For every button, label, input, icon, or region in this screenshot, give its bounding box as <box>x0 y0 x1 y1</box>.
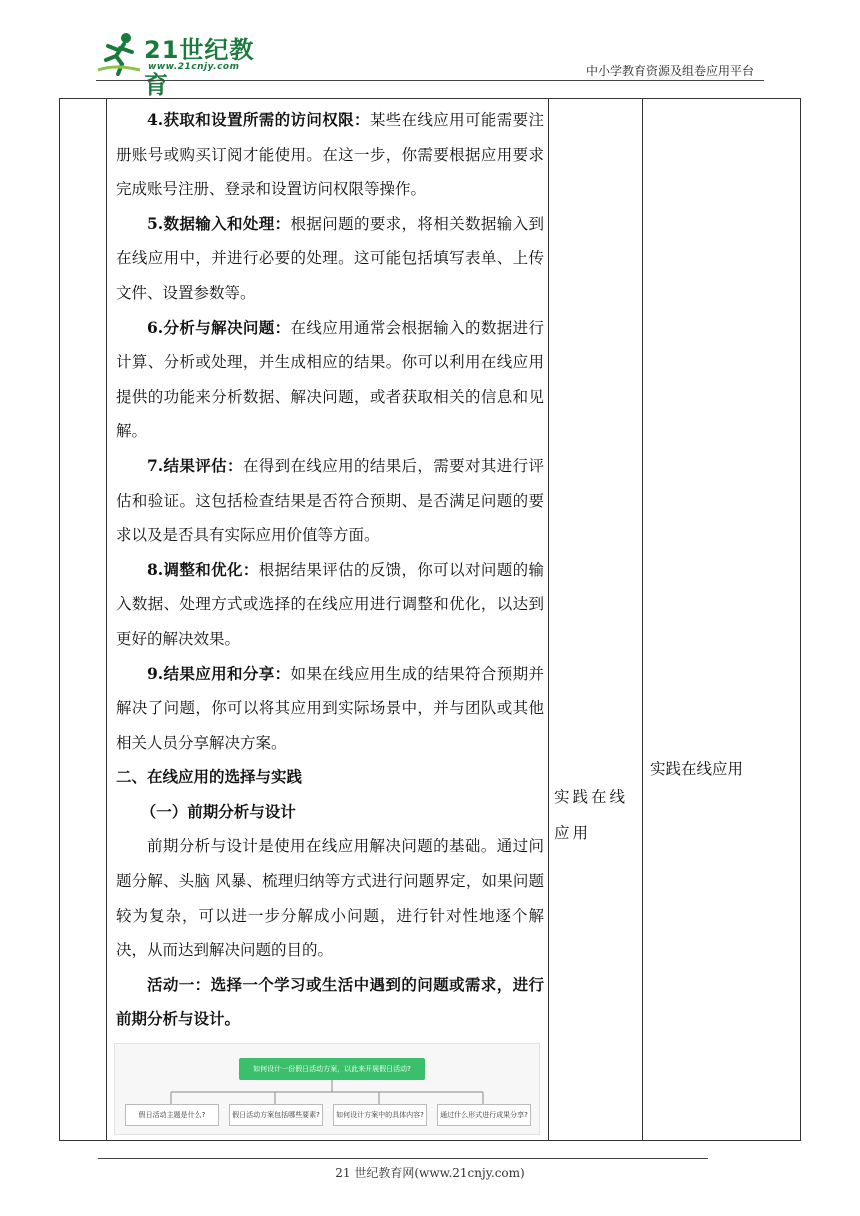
step-paragraph-6 <box>116 311 544 449</box>
step-title: 6.分析与解决问题： <box>147 317 291 337</box>
step-body: 某些在线应用可能需要注册账号或购买订阅才能使用。在这一步，你需要根据应用要求完成账号注册、登录和设置访问权限等操作。 <box>116 111 544 199</box>
section-heading: 二、在线应用的选择与实践 <box>116 767 303 787</box>
step-title: 9.结果应用和分享： <box>147 663 291 683</box>
footer-divider <box>98 1158 708 1159</box>
lesson-table <box>59 98 801 1141</box>
activity-paragraph: 活动一：选择一个学习或生活中遇到的问题或需求，进行前期分析与设计。 <box>116 974 544 1029</box>
holiday-activity-diagram <box>114 1043 540 1135</box>
diagram-root-node: 如何设计一份假日活动方案，以此来开展假日活动? <box>239 1058 425 1080</box>
step-title: 5.数据输入和处理： <box>147 213 291 233</box>
runner-logo-icon <box>96 30 142 76</box>
step-body: 在线应用通常会根据输入的数据进行计算、分析或处理，并生成相应的结果。你可以利用在线应用提供的功能来分析数据、解决问题，或者获取相关的信息和见解。 <box>116 318 544 441</box>
goal-cell-text: 实践在线应用 <box>650 760 744 778</box>
analysis-paragraph: 前期分析与设计是使用在线应用解决问题的基础。通过问题分解、头脑 风暴、梳理归纳等方式进行问题界定，如果问题较为复杂，可以进一步分解成小问题，进行针对性地逐个解决，从而达到解决问题的目的。 <box>116 837 544 960</box>
logo-url-text: www.21cnjy.com <box>148 62 240 72</box>
step-body: 根据问题的要求，将相关数据输入到在线应用中，并进行必要的处理。这可能包括填写表单、上传文件、设置参数等。 <box>116 214 544 302</box>
table-column-divider <box>642 99 643 1140</box>
header-divider <box>96 80 764 81</box>
diagram-child-node: 假日活动主题是什么? <box>125 1104 219 1126</box>
step-title: 4.获取和设置所需的访问权限： <box>147 110 370 129</box>
table-column-divider <box>106 99 107 1140</box>
step-paragraph-4 <box>116 103 544 207</box>
step-body: 根据结果评估的反馈，你可以对问题的输入数据、处理方式或选择的在线应用进行调整和优化，以达到更好的解决效果。 <box>116 560 544 648</box>
step-title: 8.调整和优化： <box>147 559 259 579</box>
activity-cell-text: 实践在线应用 <box>554 788 629 842</box>
step-paragraph-8 <box>116 553 544 657</box>
diagram-child-node: 假日活动方案包括哪些要素? <box>229 1104 323 1126</box>
diagram-child-node: 如何设计方案中的具体内容? <box>333 1104 427 1126</box>
step-title: 7.结果评估： <box>147 455 243 475</box>
step-body: 在得到在线应用的结果后，需要对其进行评估和验证。这包括检查结果是否符合预期、是否满足问题的要求以及是否具有实际应用价值等方面。 <box>116 456 544 545</box>
step-paragraph-7 <box>116 449 544 553</box>
header-platform-name: 中小学教育资源及组卷应用平台 <box>585 64 754 78</box>
diagram-child-node: 通过什么形式进行成果分享? <box>437 1104 531 1126</box>
lesson-content <box>116 103 544 1072</box>
step-paragraph-9 <box>116 657 544 761</box>
step-body: 如果在线应用生成的结果符合预期并解决了问题，你可以将其应用到实际场景中，并与团队或其他相关人员分享解决方案。 <box>116 664 544 752</box>
logo-brand-text: 21世纪教育 <box>144 36 255 99</box>
site-logo <box>96 28 276 99</box>
footer-text: 21 世纪教育网(www.21cnjy.com) <box>335 1166 525 1180</box>
step-paragraph-5 <box>116 207 544 311</box>
subsection-heading: （一）前期分析与设计 <box>140 801 296 821</box>
table-column-divider <box>548 99 549 1140</box>
